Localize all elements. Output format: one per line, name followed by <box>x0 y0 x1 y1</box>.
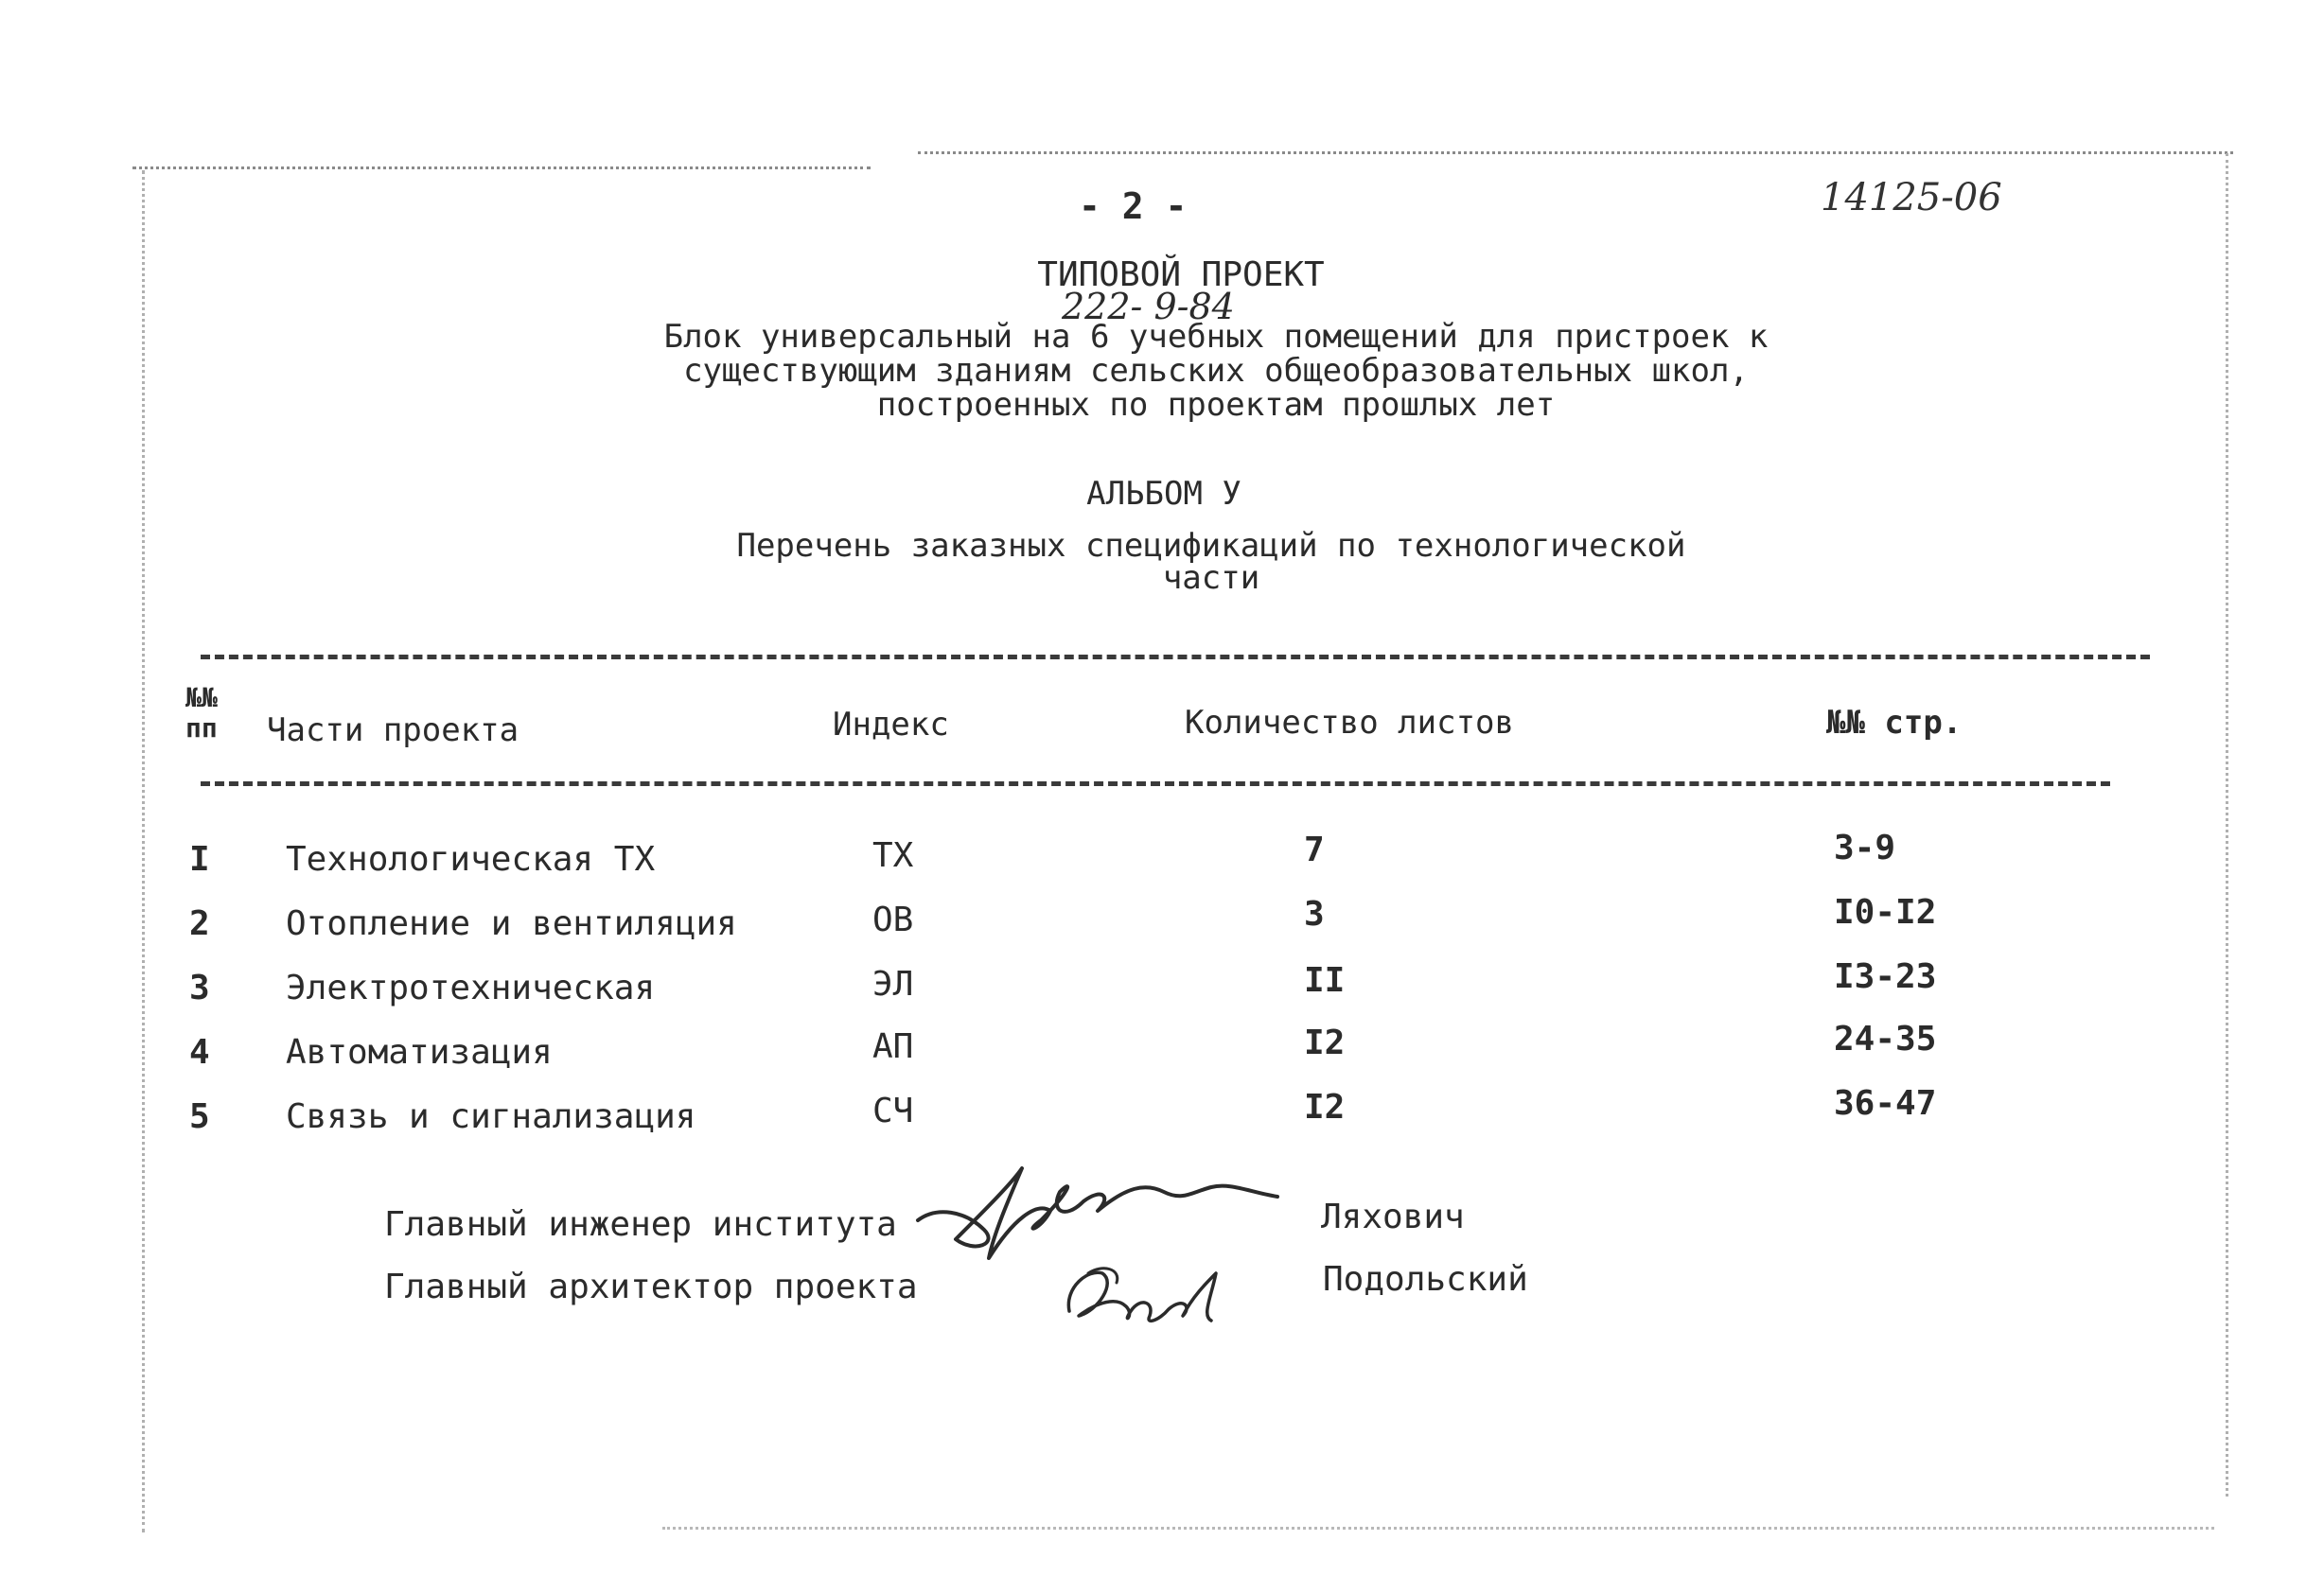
album-heading <box>0 475 2324 513</box>
row-part: Автоматизация <box>286 1033 553 1072</box>
row-sheets: 3 <box>1304 895 1325 934</box>
document-code: 14125-06 <box>1821 176 2002 219</box>
column-header-num: №№ пп <box>185 682 218 744</box>
chief-engineer-label: Главный инженер института <box>384 1205 897 1244</box>
row-sheets: I2 <box>1304 1024 1346 1062</box>
column-header-parts: Части проекта <box>267 711 519 749</box>
row-sheets: II <box>1304 961 1346 1000</box>
column-header-index: Индекс <box>833 706 949 744</box>
row-sheets: 7 <box>1304 831 1325 869</box>
page-number: - 2 - <box>1079 185 1188 227</box>
table-top-rule <box>201 655 2150 659</box>
row-index: АП <box>872 1027 914 1066</box>
project-type-text: ТИПОВОЙ ПРОЕКТ <box>1037 255 1325 294</box>
row-num: 3 <box>189 969 210 1007</box>
frame-right <box>2226 153 2228 1497</box>
frame-left <box>142 170 145 1532</box>
row-index: ЭЛ <box>872 965 914 1004</box>
row-index: ОВ <box>872 901 914 939</box>
row-num: 4 <box>189 1033 210 1072</box>
chief-architect-label: Главный архитектор проекта <box>384 1268 918 1306</box>
row-num: 5 <box>189 1097 210 1136</box>
chief-architect-name: Подольский <box>1323 1260 1528 1299</box>
block-description: Блок универсальный на 6 учебных помещений для пристроек к существующим зданиям сельских общеобразовательных школ, построенных по проектам прошлых лет <box>663 318 1769 424</box>
chief-engineer-name: Ляхович <box>1321 1198 1465 1236</box>
row-pages: I0-I2 <box>1834 893 1937 932</box>
row-sheets: I2 <box>1304 1088 1346 1127</box>
row-num: 2 <box>189 904 210 943</box>
row-part: Связь и сигнализация <box>286 1097 696 1136</box>
table-header-rule <box>201 781 2110 786</box>
column-header-sheets: Количество листов <box>1185 704 1514 742</box>
row-num: I <box>189 840 210 879</box>
row-pages: 24-35 <box>1834 1020 1937 1059</box>
frame-top-right <box>918 151 2233 154</box>
row-index: ТХ <box>872 836 914 875</box>
album-text: АЛЬБОМ У <box>1086 475 1241 513</box>
chief-architect-signature <box>1050 1245 1240 1339</box>
project-number: 222- 9-84 <box>1062 286 1235 327</box>
frame-top-left <box>132 166 871 169</box>
column-header-pages: №№ стр. <box>1826 704 1963 742</box>
row-pages: I3-23 <box>1834 957 1937 996</box>
row-part: Технологическая ТХ <box>286 840 656 879</box>
row-pages: 3-9 <box>1834 829 1896 867</box>
row-part: Электротехническая <box>286 969 656 1007</box>
list-title: Перечень заказных спецификаций по технологической части <box>736 527 1686 597</box>
row-part: Отопление и вентиляция <box>286 904 737 943</box>
row-index: СЧ <box>872 1092 914 1130</box>
frame-bottom <box>662 1527 2214 1530</box>
row-pages: 36-47 <box>1834 1084 1937 1123</box>
